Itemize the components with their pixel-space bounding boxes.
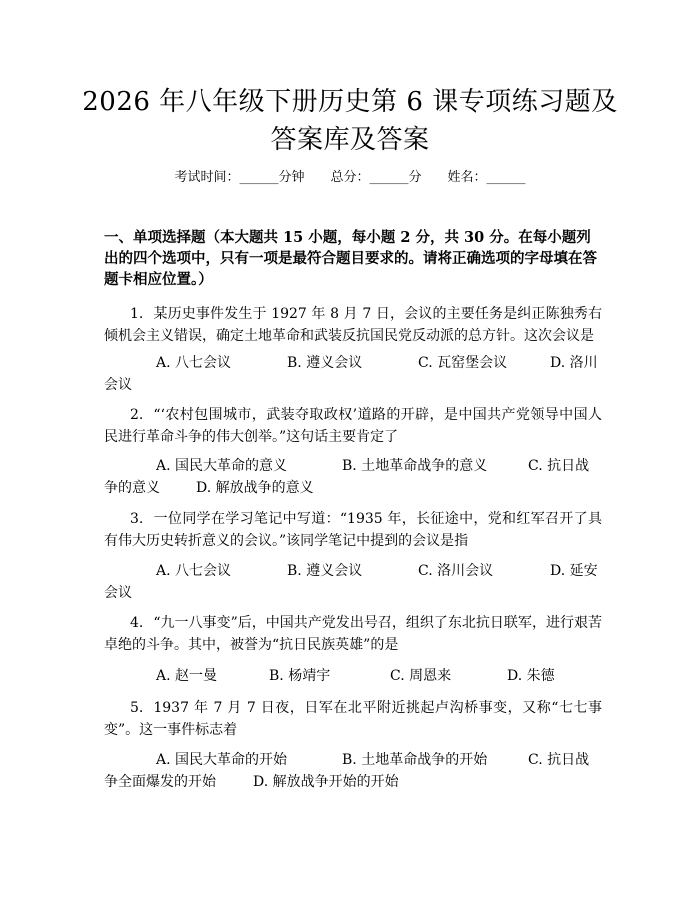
option-a[interactable]: A. 八七会议: [156, 355, 232, 371]
document-title-line-1: 2026 年八年级下册历史第 6 课专项练习题及: [82, 87, 618, 117]
option-b[interactable]: B. 杨靖宇: [269, 668, 331, 684]
option-d-part-2[interactable]: 会议: [104, 585, 132, 601]
question-stem: [104, 508, 602, 552]
question-3-options: [104, 560, 602, 604]
option-c-part-2[interactable]: 争的意义: [104, 480, 160, 496]
option-b[interactable]: B. 遵义会议: [287, 355, 363, 371]
question-stem: [104, 612, 602, 656]
option-a[interactable]: A. 国民大革命的意义: [156, 458, 288, 474]
option-d[interactable]: D. 解放战争的意义: [196, 480, 314, 496]
question-2-options: [104, 455, 602, 499]
question-text: “‘农村包围城市，武装夺取政权’道路的开辟，是中国共产党领导中国人民进行革命斗争的伟大创举。”这句话主要肯定了: [104, 407, 602, 445]
option-d-part-1[interactable]: D. 延安: [550, 563, 598, 579]
option-c[interactable]: C. 瓦窑堡会议: [418, 355, 508, 371]
option-c[interactable]: C. 周恩来: [390, 668, 452, 684]
total-score-field: 总分：______分: [330, 170, 422, 185]
question-5: [104, 697, 602, 741]
question-text: 某历史事件发生于 1927 年 8 月 7 日，会议的主要任务是纠正陈独秀右倾机会主义错误，确定土地革命和武装反抗国民党反动派的总方针。这次会议是: [104, 306, 602, 344]
option-b[interactable]: B. 土地革命战争的意义: [342, 458, 488, 474]
option-d-part-2[interactable]: 会议: [104, 377, 132, 393]
document-title-line-2: 答案库及答案: [270, 125, 430, 155]
question-1: [104, 303, 602, 347]
option-c-part-1[interactable]: C. 抗日战: [528, 752, 590, 768]
option-d[interactable]: D. 解放战争开始的开始: [253, 774, 399, 790]
question-stem: [104, 697, 602, 741]
exam-time-field: 考试时间：______分钟: [174, 170, 305, 185]
option-d-part-1[interactable]: D. 洛川: [550, 355, 598, 371]
question-number: 5.: [130, 700, 144, 716]
question-number: 1.: [130, 306, 144, 322]
option-b[interactable]: B. 土地革命战争的开始: [342, 752, 488, 768]
option-a[interactable]: A. 国民大革命的开始: [156, 752, 288, 768]
question-4-options: [104, 665, 602, 687]
option-a[interactable]: A. 赵一曼: [156, 668, 218, 684]
exam-meta: [0, 168, 700, 188]
question-number: 4.: [130, 615, 144, 631]
option-c[interactable]: C. 洛川会议: [418, 563, 494, 579]
question-3: [104, 508, 602, 552]
question-text: “九一八事变”后，中国共产党发出号召，组织了东北抗日联军，进行艰苦卓绝的斗争。其中，被誉为“抗日民族英雄”的是: [104, 615, 602, 653]
option-c-part-1[interactable]: C. 抗日战: [528, 458, 590, 474]
option-d[interactable]: D. 朱德: [507, 668, 555, 684]
option-b[interactable]: B. 遵义会议: [287, 563, 363, 579]
question-4: [104, 612, 602, 656]
question-1-options: [104, 352, 602, 396]
option-a[interactable]: A. 八七会议: [156, 563, 232, 579]
question-number: 2.: [130, 407, 144, 423]
student-name-field: 姓名：______: [447, 170, 526, 185]
section-heading: 一、单项选择题（本大题共 15 小题，每小题 2 分，共 30 分。在每小题列出的四个选项中，只有一项是最符合题目要求的。请将正确选项的字母填在答题卡相应位置。）: [104, 229, 597, 288]
question-text: 一位同学在学习笔记中写道：“1935 年，长征途中，党和红军召开了具有伟大历史转折意义的会议。”该同学笔记中提到的会议是指: [104, 511, 602, 549]
question-text: 1937 年 7 月 7 日夜，日军在北平附近挑起卢沟桥事变，又称“七七事变”。这一事件标志着: [104, 700, 602, 738]
option-c-part-2[interactable]: 争全面爆发的开始: [104, 774, 216, 790]
question-2: [104, 404, 602, 448]
question-stem: [104, 303, 602, 347]
question-number: 3.: [130, 511, 144, 527]
question-stem: [104, 404, 602, 448]
question-5-options: [104, 749, 602, 793]
